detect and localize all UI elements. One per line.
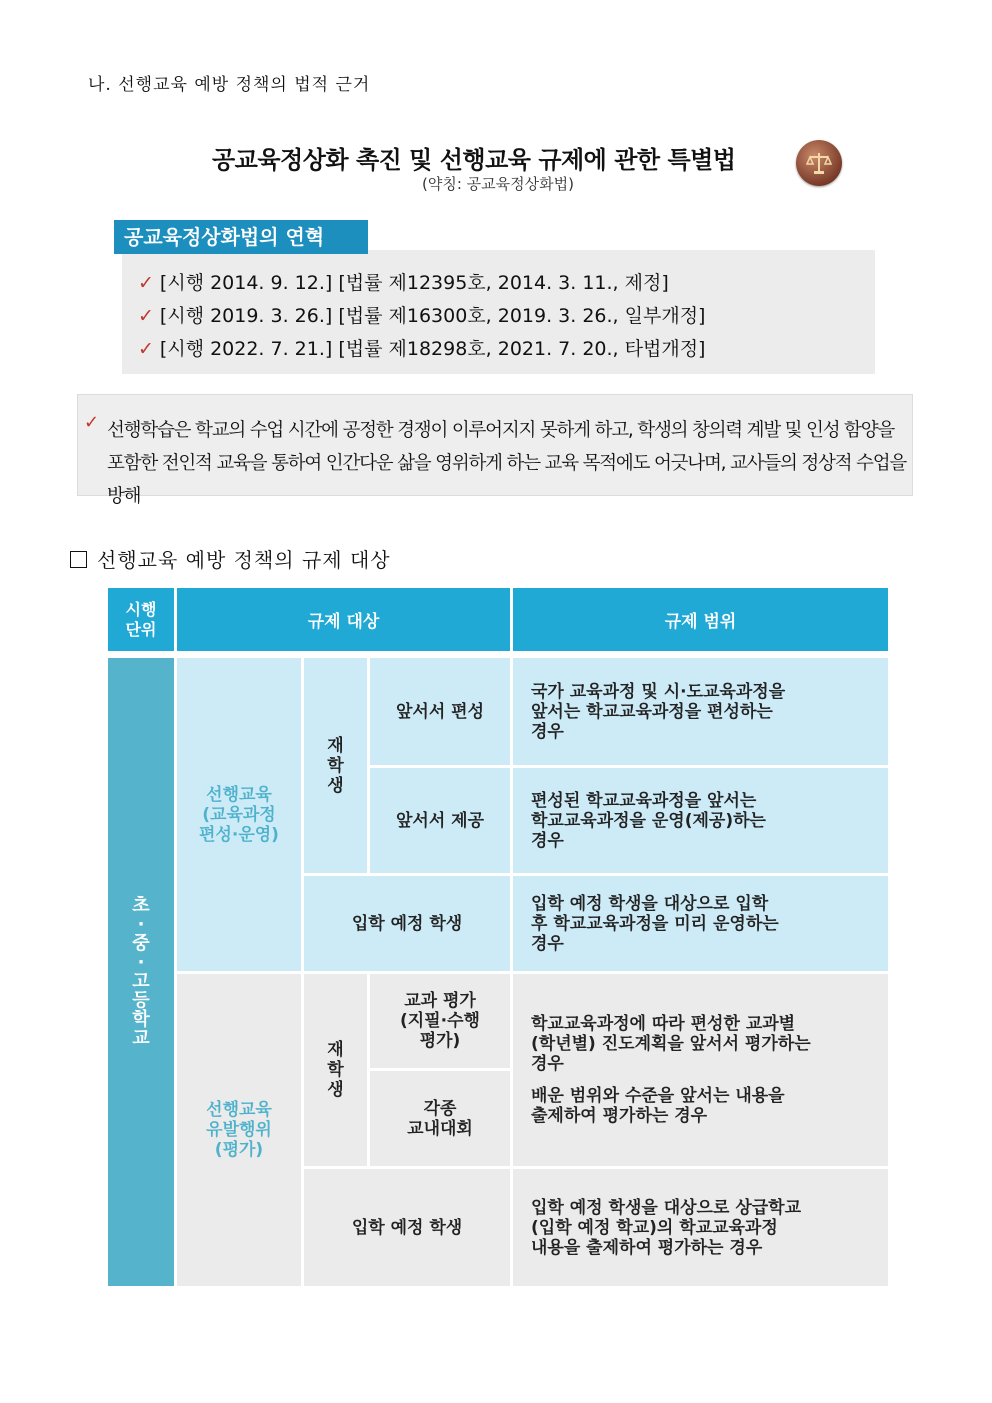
check-icon: ✓ — [138, 305, 154, 327]
checkbox-icon — [70, 551, 87, 568]
history-item: ✓ [시행 2022. 7. 21.] [법률 제18298호, 2021. 7. 20., 타법개정] — [138, 338, 706, 360]
check-icon: ✓ — [138, 272, 154, 294]
check-icon: ✓ — [138, 338, 154, 360]
section-title: 나. 선행교육 예방 정책의 법적 근거 — [88, 75, 371, 95]
target-cell: 각종 교내대회 — [370, 1071, 510, 1166]
target-cell: 앞서서 제공 — [370, 768, 510, 873]
header-unit: 시행 단위 — [108, 588, 174, 651]
enrolled-students-label: 재 학 생 — [304, 974, 367, 1166]
history-item: ✓ [시행 2019. 3. 26.] [법률 제16300호, 2019. 3. 26., 일부개정] — [138, 305, 706, 327]
header-target: 규제 대상 — [177, 588, 510, 651]
law-abbreviation: (약칭: 공교육정상화법) — [422, 175, 574, 193]
check-icon: ✓ — [84, 412, 100, 433]
history-item: ✓ [시행 2014. 9. 12.] [법률 제12395호, 2014. 3. 11., 제정] — [138, 272, 669, 294]
scales-of-justice-icon — [796, 140, 842, 186]
history-tag: 공교육정상화법의 연혁 — [114, 220, 368, 254]
category-curriculum: 선행교육 (교육과정 편성·운영) — [177, 658, 301, 971]
target-section-title: 선행교육 예방 정책의 규제 대상 — [70, 544, 391, 573]
category-evaluation: 선행교육 유발행위 (평가) — [177, 974, 301, 1286]
scope-cell: 학교교육과정에 따라 편성한 교과별 (학년별) 진도계획을 앞서서 평가하는 경우 배운 범위와 수준을 앞서는 내용을 출제하여 평가하는 경우 — [513, 974, 888, 1166]
enrolled-students-label: 재 학 생 — [304, 658, 367, 873]
law-title: 공교육정상화 촉진 및 선행교육 규제에 관한 특별법 — [212, 146, 736, 174]
scope-cell: 입학 예정 학생을 대상으로 상급학교 (입학 예정 학교)의 학교교육과정 내용을 출제하여 평가하는 경우 — [513, 1169, 888, 1286]
scope-cell: 국가 교육과정 및 시·도교육과정을 앞서는 학교교육과정을 편성하는 경우 — [513, 658, 888, 765]
target-cell: 앞서서 편성 — [370, 658, 510, 765]
target-cell: 교과 평가 (지필·수행 평가) — [370, 974, 510, 1068]
scope-cell: 편성된 학교교육과정을 앞서는 학교교육과정을 운영(제공)하는 경우 — [513, 768, 888, 873]
scope-cell: 입학 예정 학생을 대상으로 입학 후 학교교육과정을 미리 운영하는 경우 — [513, 876, 888, 971]
quote-text: 선행학습은 학교의 수업 시간에 공정한 경쟁이 이루어지지 못하게 하고, 학생의 창의력 계발 및 인성 함양을 포함한 전인적 교육을 통하여 인간다운 삶을 영위하게 하는 교육 목적에도 어긋나며, 교사들의 정상적 수업을 방해 — [107, 420, 907, 507]
header-scope: 규제 범위 — [513, 588, 888, 651]
target-cell: 입학 예정 학생 — [304, 1169, 510, 1286]
target-cell: 입학 예정 학생 — [304, 876, 510, 971]
unit-label: 초 · 중 · 고 등 학 교 — [108, 658, 174, 1286]
